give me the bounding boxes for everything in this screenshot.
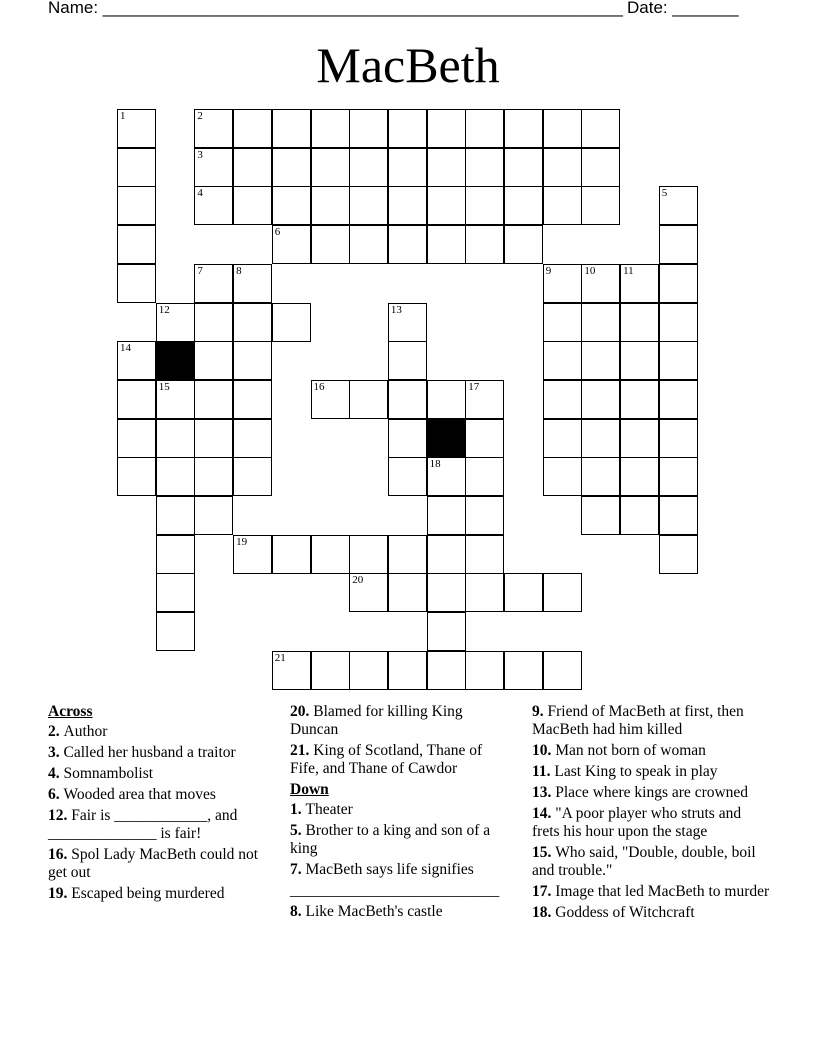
grid-cell[interactable] [233, 264, 272, 303]
grid-cell[interactable] [156, 535, 195, 574]
grid-cell[interactable] [117, 341, 156, 380]
grid-cell[interactable] [349, 651, 388, 690]
grid-cell[interactable] [156, 457, 195, 496]
clue-number: 20 [352, 574, 364, 587]
grid-cell[interactable] [465, 380, 504, 419]
down-clue: 8. Like MacBeth's castle [290, 903, 443, 920]
grid-cell[interactable] [388, 380, 427, 419]
clue-number: 13 [390, 303, 402, 316]
grid-cell[interactable] [272, 303, 311, 342]
grid-cell[interactable] [620, 264, 659, 303]
grid-cell[interactable] [465, 148, 504, 187]
grid-cell[interactable] [117, 380, 156, 419]
down-clue: 7. MacBeth says life signifies [290, 861, 474, 878]
grid-cell[interactable] [388, 535, 427, 574]
clue-number: 2 [197, 110, 203, 122]
grid-cell[interactable] [388, 419, 427, 458]
grid-cell[interactable] [349, 380, 388, 419]
grid-cell[interactable] [659, 341, 698, 380]
grid-cell[interactable] [659, 535, 698, 574]
grid-cell[interactable] [581, 419, 620, 458]
grid-cell[interactable] [427, 612, 466, 651]
grid-cell[interactable] [581, 457, 620, 496]
grid-cell[interactable] [272, 535, 311, 574]
grid-cell[interactable] [659, 186, 698, 225]
grid-cell[interactable] [427, 573, 466, 612]
grid-cell[interactable] [311, 380, 350, 419]
down-clue: 17. Image that led MacBeth to murder [532, 883, 770, 900]
down-clue: 18. Goddess of Witchcraft [532, 904, 695, 921]
grid-cell[interactable] [349, 535, 388, 574]
grid-cell[interactable] [194, 109, 233, 148]
grid-cell[interactable] [465, 496, 504, 535]
grid-cell[interactable] [156, 496, 195, 535]
grid-cell[interactable] [233, 186, 272, 225]
name-label: Name: _______________________________________________________ [48, 0, 623, 17]
grid-cell[interactable] [272, 651, 311, 690]
down-clue: ___________________________ [290, 882, 500, 899]
grid-cell[interactable] [156, 303, 195, 342]
grid-cell[interactable] [194, 341, 233, 380]
grid-cell[interactable] [581, 496, 620, 535]
grid-cell[interactable] [194, 148, 233, 187]
grid-cell[interactable] [581, 264, 620, 303]
grid-cell[interactable] [620, 496, 659, 535]
grid-cell[interactable] [504, 651, 543, 690]
down-heading: Down [290, 781, 329, 798]
clue-number: 16 [313, 380, 325, 393]
grid-cell[interactable] [117, 419, 156, 458]
page-title: MacBeth [316, 37, 500, 93]
clue-number: 12 [158, 303, 170, 316]
black-cell [427, 419, 466, 458]
grid-cell[interactable] [349, 186, 388, 225]
grid-cell[interactable] [620, 341, 659, 380]
grid-cell[interactable] [465, 535, 504, 574]
grid-cell[interactable] [388, 186, 427, 225]
date-field[interactable] [627, 0, 739, 18]
grid-cell[interactable] [388, 457, 427, 496]
grid-cell[interactable] [427, 380, 466, 419]
grid-cell[interactable] [465, 419, 504, 458]
grid-cell[interactable] [349, 148, 388, 187]
clues-column-1 [48, 703, 270, 906]
clue-number: 18 [429, 458, 441, 471]
grid-cell[interactable] [194, 419, 233, 458]
clue-number: 1 [120, 110, 126, 122]
across-clue: 21. King of Scotland, Thane of Fife, and Thane of Cawdor [290, 742, 483, 777]
grid-cell[interactable] [620, 457, 659, 496]
grid-cell[interactable] [504, 186, 543, 225]
grid-cell[interactable] [272, 109, 311, 148]
grid-cell[interactable] [543, 264, 582, 303]
down-clue: 9. Friend of MacBeth at first, then MacBeth had him killed [532, 703, 744, 738]
clue-number: 3 [197, 148, 203, 161]
grid-cell[interactable] [311, 651, 350, 690]
clue-number: 7 [197, 264, 203, 277]
grid-cell[interactable] [427, 186, 466, 225]
clue-number: 11 [623, 264, 634, 277]
grid-cell[interactable] [659, 419, 698, 458]
grid-cell[interactable] [427, 225, 466, 264]
grid-cell[interactable] [465, 225, 504, 264]
grid-cell[interactable] [504, 109, 543, 148]
down-clue: 1. Theater [290, 801, 353, 818]
clue-number: 21 [274, 651, 286, 664]
across-clue: 16. Spol Lady MacBeth could not get out [48, 846, 259, 881]
name-field[interactable] [48, 0, 623, 18]
grid-cell[interactable] [117, 457, 156, 496]
grid-cell[interactable] [543, 186, 582, 225]
grid-cell[interactable] [543, 341, 582, 380]
grid-cell[interactable] [543, 573, 582, 612]
grid-cell[interactable] [194, 264, 233, 303]
grid-cell[interactable] [349, 573, 388, 612]
grid-cell[interactable] [620, 303, 659, 342]
date-label: Date: _______ [627, 0, 739, 17]
grid-cell[interactable] [311, 109, 350, 148]
down-clue: 11. Last King to speak in play [532, 763, 718, 780]
grid-cell[interactable] [194, 496, 233, 535]
across-clue: 6. Wooded area that moves [48, 786, 216, 803]
across-clue: 3. Called her husband a traitor [48, 744, 236, 761]
grid-cell[interactable] [194, 303, 233, 342]
grid-cell[interactable] [620, 380, 659, 419]
grid-cell[interactable] [504, 148, 543, 187]
grid-cell[interactable] [272, 186, 311, 225]
grid-cell[interactable] [427, 457, 466, 496]
grid-cell[interactable] [117, 264, 156, 303]
grid-cell[interactable] [388, 341, 427, 380]
grid-cell[interactable] [117, 186, 156, 225]
grid-cell[interactable] [465, 457, 504, 496]
grid-cell[interactable] [311, 186, 350, 225]
grid-cell[interactable] [311, 535, 350, 574]
grid-cell[interactable] [388, 303, 427, 342]
grid-cell[interactable] [233, 419, 272, 458]
grid-cell[interactable] [543, 419, 582, 458]
grid-cell[interactable] [233, 380, 272, 419]
grid-cell[interactable] [388, 148, 427, 187]
grid-cell[interactable] [272, 225, 311, 264]
grid-cell[interactable] [311, 225, 350, 264]
grid-cell[interactable] [543, 457, 582, 496]
grid-cell[interactable] [272, 148, 311, 187]
clue-number: 4 [197, 187, 203, 200]
grid-cell[interactable] [504, 573, 543, 612]
grid-cell[interactable] [659, 225, 698, 264]
grid-cell[interactable] [465, 109, 504, 148]
grid-cell[interactable] [427, 496, 466, 535]
black-cell [156, 341, 195, 380]
down-clue: 14. "A poor player who struts and frets his hour upon the stage [532, 805, 742, 840]
clue-number: 19 [236, 535, 248, 548]
down-clue: 5. Brother to a king and son of a king [290, 822, 491, 857]
grid-cell[interactable] [581, 109, 620, 148]
grid-cell[interactable] [194, 380, 233, 419]
clue-number: 17 [468, 380, 480, 393]
grid-cell[interactable] [543, 303, 582, 342]
grid-cell[interactable] [194, 457, 233, 496]
grid-cell[interactable] [581, 303, 620, 342]
grid-cell[interactable] [465, 651, 504, 690]
clue-number: 9 [545, 264, 552, 277]
grid-cell[interactable] [427, 651, 466, 690]
clue-number: 14 [120, 342, 131, 355]
clue-number: 15 [158, 380, 170, 393]
clues-column-2 [290, 703, 512, 924]
grid-cell[interactable] [543, 148, 582, 187]
grid-cell[interactable] [233, 535, 272, 574]
grid-cell[interactable] [156, 573, 195, 612]
grid-cell[interactable] [659, 380, 698, 419]
grid-cell[interactable] [156, 380, 195, 419]
grid-cell[interactable] [581, 341, 620, 380]
grid-cell[interactable] [311, 148, 350, 187]
grid-cell[interactable] [117, 225, 156, 264]
grid-cell[interactable] [349, 225, 388, 264]
grid-cell[interactable] [465, 573, 504, 612]
clues-column-3 [532, 703, 772, 925]
grid-cell[interactable] [156, 612, 195, 651]
grid-cell[interactable] [659, 264, 698, 303]
grid-cell[interactable] [156, 419, 195, 458]
grid-cell[interactable] [581, 148, 620, 187]
across-clue: 19. Escaped being murdered [48, 885, 225, 902]
clue-number: 8 [236, 264, 242, 277]
grid-cell[interactable] [194, 186, 233, 225]
grid-cell[interactable] [465, 186, 504, 225]
across-clue: 12. Fair is ____________, and ______________ is fair! [48, 807, 238, 842]
grid-cell[interactable] [233, 457, 272, 496]
grid-cell[interactable] [427, 535, 466, 574]
grid-cell[interactable] [543, 651, 582, 690]
grid-cell[interactable] [117, 148, 156, 187]
grid-cell[interactable] [543, 109, 582, 148]
grid-cell[interactable] [543, 380, 582, 419]
grid-cell[interactable] [581, 186, 620, 225]
clue-number: 5 [661, 187, 668, 200]
across-clue: 20. Blamed for killing King Duncan [290, 703, 463, 738]
down-clue: 15. Who said, "Double, double, boil and trouble." [532, 844, 756, 879]
grid-cell[interactable] [349, 109, 388, 148]
grid-cell[interactable] [620, 419, 659, 458]
clue-number: 6 [274, 226, 281, 239]
grid-cell[interactable] [659, 457, 698, 496]
down-clue: 10. Man not born of woman [532, 742, 706, 759]
across-heading: Across [48, 703, 93, 720]
grid-cell[interactable] [388, 573, 427, 612]
grid-cell[interactable] [233, 148, 272, 187]
grid-cell[interactable] [388, 109, 427, 148]
grid-cell[interactable] [388, 225, 427, 264]
grid-cell[interactable] [388, 651, 427, 690]
grid-cell[interactable] [117, 109, 156, 148]
down-clue: 13. Place where kings are crowned [532, 784, 749, 801]
across-clue: 2. Author [48, 723, 108, 740]
grid-cell[interactable] [233, 109, 272, 148]
grid-cell[interactable] [504, 225, 543, 264]
grid-cell[interactable] [427, 109, 466, 148]
grid-cell[interactable] [581, 380, 620, 419]
grid-cell[interactable] [659, 496, 698, 535]
grid-cell[interactable] [427, 148, 466, 187]
across-clue: 4. Somnambolist [48, 765, 154, 782]
clue-number: 10 [584, 264, 596, 277]
grid-cell[interactable] [659, 303, 698, 342]
grid-cell[interactable] [233, 303, 272, 342]
grid-cell[interactable] [233, 341, 272, 380]
